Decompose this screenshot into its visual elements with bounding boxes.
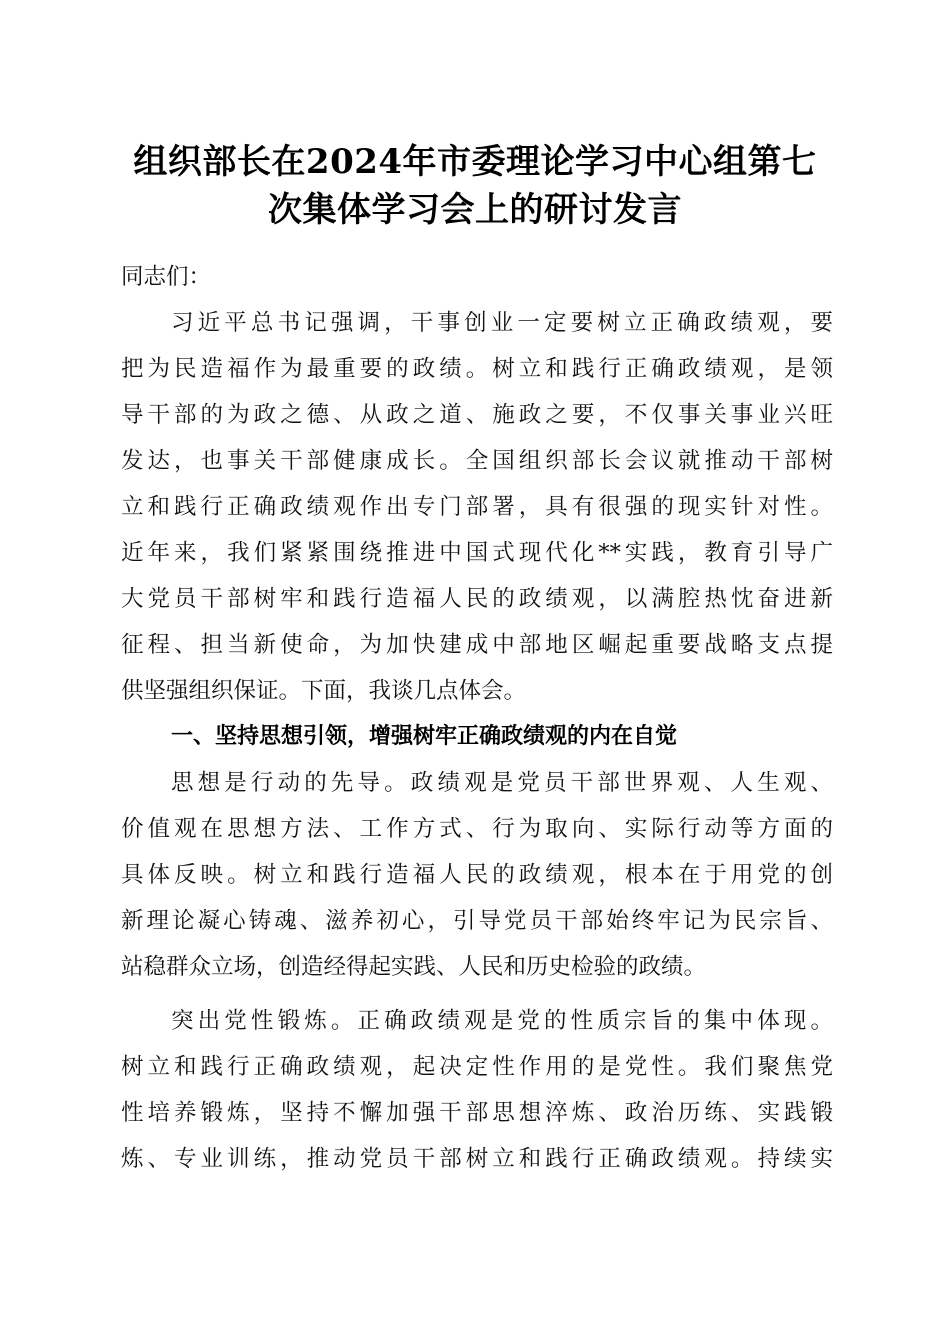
paragraph-1 — [121, 300, 833, 714]
paragraph-1-line: 供坚强组织保证。下面，我谈几点体会。 — [121, 678, 527, 704]
document-title — [95, 138, 855, 234]
paragraph-1-line: 大党员干部树牢和践行造福人民的政绩观，以满腔热忱奋进新 — [121, 586, 833, 612]
paragraph-2-line: 具体反映。树立和践行造福人民的政绩观，根本在于用党的创 — [121, 862, 833, 888]
paragraph-3-line: 炼、专业训练，推动党员干部树立和践行正确政绩观。持续实 — [121, 1146, 833, 1172]
paragraph-3-line: 突出党性锻炼。正确政绩观是党的性质宗旨的集中体现。 — [171, 1008, 833, 1034]
paragraph-2-line: 新理论凝心铸魂、滋养初心，引导党员干部始终牢记为民宗旨、 — [121, 908, 833, 934]
paragraph-1-line: 发达，也事关干部健康成长。全国组织部长会议就推动干部树 — [121, 448, 833, 474]
paragraph-1-line: 征程、担当新使命，为加快建成中部地区崛起重要战略支点提 — [121, 632, 833, 658]
paragraph-3-line: 性培养锻炼，坚持不懈加强干部思想淬炼、政治历练、实践锻 — [121, 1100, 833, 1126]
paragraph-2-line: 站稳群众立场，创造经得起实践、人民和历史检验的政绩。 — [121, 954, 707, 980]
paragraph-1-line: 习近平总书记强调，干事创业一定要树立正确政绩观，要 — [171, 310, 833, 336]
paragraph-spacer — [121, 990, 833, 998]
paragraph-1-line: 导干部的为政之德、从政之道、施政之要，不仅事关事业兴旺 — [121, 402, 833, 428]
paragraph-3 — [121, 998, 833, 1182]
paragraph-2-line: 价值观在思想方法、工作方式、行为取向、实际行动等方面的 — [121, 816, 833, 842]
paragraph-1-line: 立和践行正确政绩观作出专门部署，具有很强的现实针对性。 — [121, 494, 833, 520]
salutation: 同志们： — [121, 264, 212, 290]
title-line-2: 次集体学习会上的研讨发言 — [268, 190, 682, 230]
paragraph-2 — [121, 760, 833, 990]
paragraph-2-line: 思想是行动的先导。政绩观是党员干部世界观、人生观、 — [171, 770, 833, 796]
paragraph-1-line: 近年来，我们紧紧围绕推进中国式现代化**实践，教育引导广 — [121, 540, 833, 566]
paragraph-3-line: 树立和践行正确政绩观，起决定性作用的是党性。我们聚焦党 — [121, 1054, 833, 1080]
title-line-1: 组织部长在2024年市委理论学习中心组第七 — [133, 142, 817, 182]
paragraph-1-line: 把为民造福作为最重要的政绩。树立和践行正确政绩观，是领 — [121, 356, 833, 382]
section-heading-1: 一、坚持思想引领，增强树牢正确政绩观的内在自觉 — [171, 724, 678, 749]
document-body — [121, 254, 833, 1182]
